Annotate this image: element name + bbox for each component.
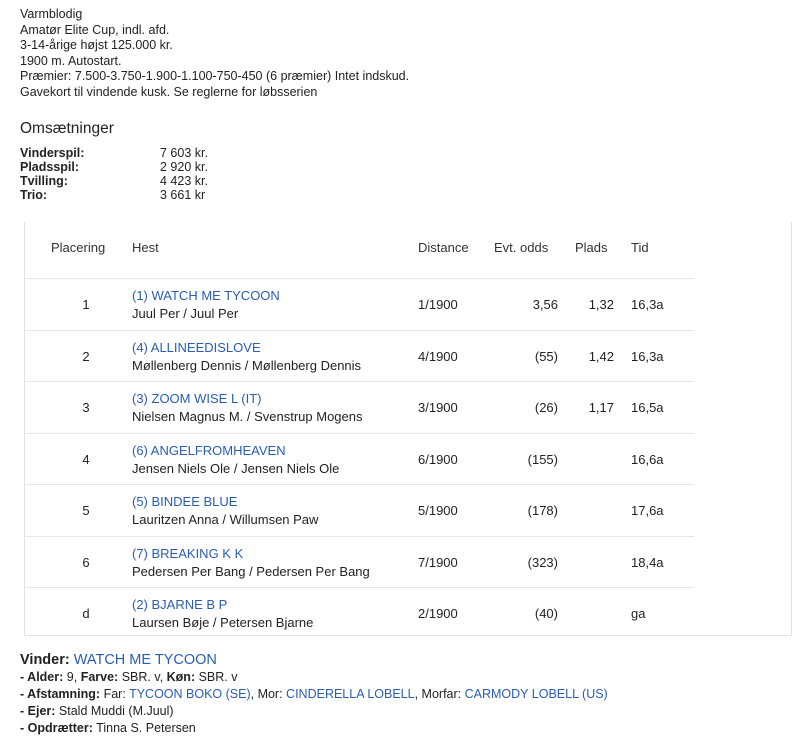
- race-prizes: Præmier: 7.500-3.750-1.900-1.100-750-450 (6 præmier) Intet indskud.: [20, 69, 410, 83]
- horse-link[interactable]: (6) ANGELFROMHEAVEN: [132, 442, 286, 458]
- time: 18,4a: [631, 554, 664, 570]
- race-note: Gavekort til vindende kusk. Se reglerne for løbsserien: [20, 84, 318, 99]
- table-row: [24, 278, 694, 331]
- driver-trainer: Jensen Niels Ole / Jensen Niels Ole: [132, 460, 340, 476]
- table-row: [24, 330, 694, 383]
- odds: 3,56: [532, 297, 558, 312]
- winner-info: [20, 652, 608, 737]
- mother-label: Mor:: [257, 687, 283, 701]
- time: 16,5a: [631, 400, 664, 415]
- turnover-title: Omsætninger: [20, 120, 114, 137]
- header-placering: Placering: [51, 240, 106, 255]
- place: 4: [82, 451, 90, 467]
- place: 6: [82, 554, 90, 570]
- turnover-value: 4 423 kr.: [160, 174, 208, 188]
- time: 17,6a: [631, 503, 664, 518]
- grandfather-link[interactable]: CARMODY LOBELL (US): [464, 687, 608, 701]
- header-tid: Tid: [631, 240, 649, 255]
- place: 3: [82, 400, 90, 415]
- race-name: Amatør Elite Cup, indl. afd.: [20, 22, 170, 37]
- race-distance: 1900 m. Autostart.: [20, 53, 122, 68]
- table-row: [24, 587, 694, 640]
- race-type: Varmblodig: [20, 7, 83, 21]
- header-odds: Evt. odds: [494, 240, 549, 255]
- turnover-row: [20, 146, 208, 160]
- turnover-label: Tvilling:: [20, 174, 68, 188]
- race-conditions: 3-14-årige højst 125.000 kr.: [20, 38, 173, 52]
- driver-trainer: Nielsen Magnus M. / Svenstrup Mogens: [132, 409, 363, 424]
- winner-owner-line: [20, 703, 608, 720]
- driver-trainer: Laursen Bøje / Petersen Bjarne: [132, 615, 314, 630]
- driver-trainer: Pedersen Per Bang / Pedersen Per Bang: [132, 563, 370, 579]
- odds: (178): [527, 503, 558, 518]
- horse-link[interactable]: (3) ZOOM WISE L (IT): [132, 391, 262, 406]
- odds: (26): [534, 400, 558, 415]
- turnover-row: [20, 174, 208, 188]
- father-link[interactable]: TYCOON BOKO (SE): [129, 687, 251, 701]
- turnover-label: Trio:: [20, 188, 48, 202]
- color-value: SBR. v: [121, 670, 160, 684]
- winner-link[interactable]: WATCH ME TYCOON: [73, 652, 217, 668]
- winner-label: Vinder:: [20, 652, 70, 668]
- odds: (40): [534, 606, 558, 621]
- odds: (155): [527, 451, 558, 467]
- place: 5: [82, 503, 90, 518]
- driver-trainer: Møllenberg Dennis / Møllenberg Dennis: [132, 357, 362, 373]
- sex-label: Køn:: [166, 670, 196, 684]
- pedigree-label: - Afstamning:: [20, 687, 101, 701]
- distance: 1/1900: [418, 297, 458, 312]
- turnover-row: [20, 188, 208, 202]
- table-header: [24, 222, 694, 278]
- turnover-label: Pladsspil:: [20, 160, 80, 174]
- table-row: [24, 381, 694, 434]
- time: ga: [631, 606, 646, 621]
- distance: 7/1900: [418, 554, 458, 570]
- time: 16,3a: [631, 297, 664, 312]
- age-label: - Alder:: [20, 670, 64, 684]
- winner-age-line: - Alder: 9, Farve: SBR. v, Køn: SBR. v: [20, 670, 238, 684]
- grandfather-label: Morfar:: [421, 687, 462, 701]
- winner-breeder-line: [20, 720, 608, 737]
- owner-value: Stald Muddi (M.Juul): [58, 704, 174, 718]
- turnover-value: 7 603 kr.: [160, 146, 208, 160]
- driver-trainer: Lauritzen Anna / Willumsen Paw: [132, 512, 319, 527]
- father-label: Far:: [103, 687, 126, 701]
- results-table: [24, 222, 792, 636]
- time: 16,6a: [631, 451, 664, 467]
- horse-link[interactable]: (5) BINDEE BLUE: [132, 494, 238, 509]
- place-odds: 1,17: [588, 400, 614, 415]
- winner-pedigree-line: - Afstamning: Far: TYCOON BOKO (SE), Mor: CINDERELLA LOBELL, Morfar: CARMODY LOBELL (US): [20, 687, 608, 701]
- time: 16,3a: [631, 348, 664, 364]
- header-distance: Distance: [418, 240, 469, 255]
- turnover-value: 2 920 kr.: [160, 160, 208, 174]
- table-row: [24, 484, 694, 537]
- header-plads: Plads: [575, 240, 608, 255]
- driver-trainer: Juul Per / Juul Per: [132, 306, 239, 321]
- turnover-list: [20, 146, 208, 202]
- horse-link[interactable]: (2) BJARNE B P: [132, 597, 228, 612]
- table-row: [24, 536, 694, 589]
- distance: 6/1900: [418, 451, 458, 467]
- horse-link[interactable]: (1) WATCH ME TYCOON: [132, 288, 280, 303]
- winner-title: [20, 652, 608, 669]
- table-row: [24, 433, 694, 486]
- odds: (55): [534, 348, 558, 364]
- place-odds: 1,42: [588, 348, 614, 364]
- breeder-label: - Opdrætter:: [20, 721, 93, 735]
- turnover-label: Vinderspil:: [20, 146, 85, 160]
- owner-label: - Ejer:: [20, 704, 56, 718]
- place: 2: [82, 348, 90, 364]
- place: d: [82, 606, 90, 621]
- distance: 4/1900: [418, 348, 458, 364]
- horse-link[interactable]: (4) ALLINEEDISLOVE: [132, 339, 261, 355]
- distance: 2/1900: [418, 606, 458, 621]
- turnover-row: [20, 160, 208, 174]
- mother-link[interactable]: CINDERELLA LOBELL: [286, 687, 415, 701]
- age-value: 9: [66, 670, 74, 684]
- breeder-value: Tinna S. Petersen: [96, 721, 196, 735]
- header-hest: Hest: [132, 240, 159, 255]
- horse-link[interactable]: (7) BREAKING K K: [132, 545, 244, 561]
- distance: 3/1900: [418, 400, 458, 415]
- odds: (323): [527, 554, 558, 570]
- color-label: Farve:: [80, 670, 119, 684]
- turnover-value: 3 661 kr: [160, 188, 206, 202]
- race-info: [20, 7, 409, 100]
- sex-value: SBR. v: [198, 670, 238, 684]
- place-odds: 1,32: [588, 297, 614, 312]
- distance: 5/1900: [418, 503, 458, 518]
- place: 1: [82, 297, 90, 312]
